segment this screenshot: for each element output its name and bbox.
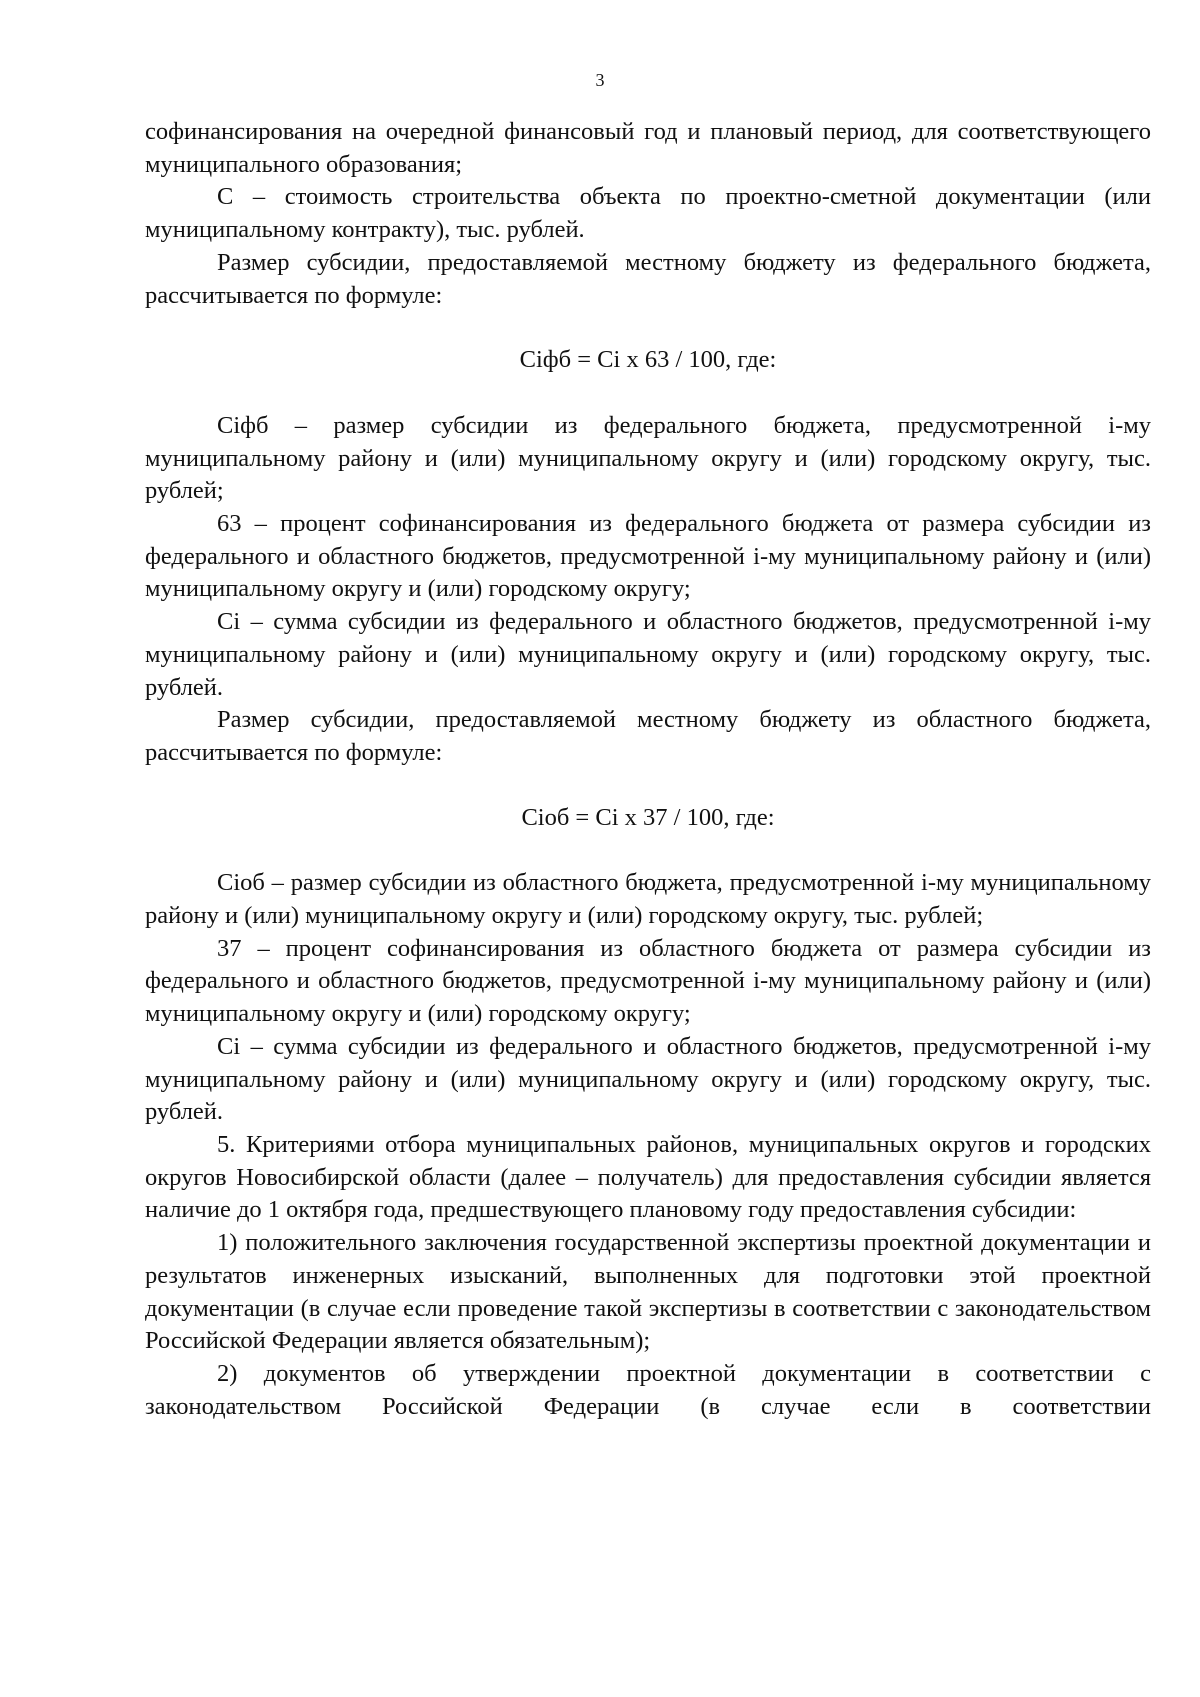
formula-federal: Ciфб = Ci х 63 / 100, где: bbox=[519, 346, 777, 374]
document-body bbox=[145, 116, 1151, 1423]
paragraph-ciob-definition: Ciоб – размер субсидии из областного бюджета, предусмотренной i-му муниципальному району и (или) муниципальному округу и (или) городскому округу, тыс. рублей; bbox=[145, 869, 1151, 930]
paragraph-63-definition: 63 – процент софинансирования из федерального бюджета от размера субсидии из федерального и областного бюджетов, предусмотренной i-му муниципальному району и (или) муниципальному округу и (или) городскому округу; bbox=[145, 510, 1151, 603]
paragraph-continuation: софинансирования на очередной финансовый год и плановый период, для соответствующего муниципального образования; bbox=[145, 118, 1151, 178]
paragraph-cifb-definition: Ciфб – размер субсидии из федерального бюджета, предусмотренной i-му муниципальному району и (или) муниципальному округу и (или) городскому округу, тыс. рублей; bbox=[145, 411, 1151, 505]
page-number: 3 bbox=[595, 70, 605, 90]
paragraph-ci-definition: Ci – сумма субсидии из федерального и областного бюджетов, предусмотренной i-му муниципальному району и (или) муниципальному округу и (или) городскому округу, тыс. рублей. bbox=[145, 608, 1151, 701]
paragraph-regional-formula-intro: Размер субсидии, предоставляемой местному бюджету из областного бюджета, рассчитывается по формуле: bbox=[145, 706, 1151, 766]
formula-regional: Ciоб = Ci х 37 / 100, где: bbox=[521, 803, 775, 831]
paragraph-ci-definition-2: Ci – сумма субсидии из федерального и областного бюджетов, предусмотренной i-му муниципальному району и (или) муниципальному округу и (или) городскому округу, тыс. рублей. bbox=[145, 1032, 1151, 1126]
paragraph-cost-definition: С – стоимость строительства объекта по проектно-сметной документации (или муниципальному контракту), тыс. рублей. bbox=[145, 183, 1151, 244]
list-item-1: 1) положительного заключения государственной экспертизы проектной документации и результатов инженерных изысканий, выполненных для подготовки этой проектной документации (в случае если проведение такой экспертизы в соответствии с законодательством Российской Федерации является обязательным); bbox=[145, 1229, 1151, 1355]
paragraph-federal-formula-intro: Размер субсидии, предоставляемой местному бюджету из федерального бюджета, рассчитывается по формуле: bbox=[145, 248, 1151, 309]
list-item-2: 2) документов об утверждении проектной документации в соответствии с законодательством Российской Федерации (в случае если в соответствии bbox=[145, 1359, 1151, 1420]
paragraph-37-definition: 37 – процент софинансирования из областного бюджета от размера субсидии из федерального и областного бюджетов, предусмотренной i-му муниципальному району и (или) муниципальному округу и (или) городскому округу; bbox=[145, 934, 1151, 1028]
paragraph-selection-criteria: 5. Критериями отбора муниципальных районов, муниципальных округов и городских округов Новосибирской области (далее – получатель) для предоставления субсидии является наличие до 1 октября года, предшествующего плановому году предоставления субсидии: bbox=[145, 1130, 1151, 1224]
